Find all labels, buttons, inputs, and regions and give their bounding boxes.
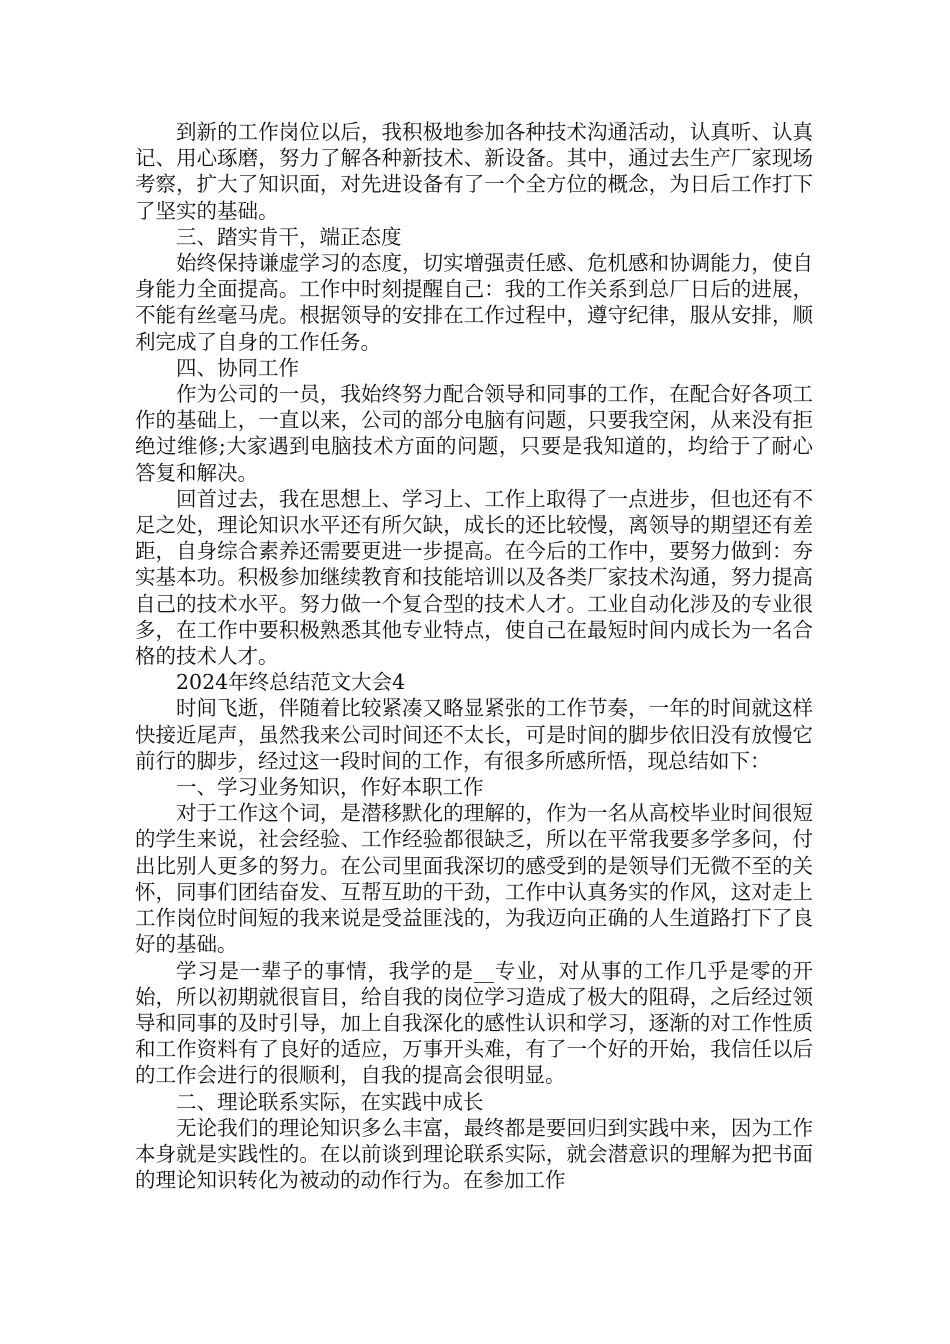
- section-heading: 四、协同工作: [176, 355, 299, 380]
- paragraph: 无论我们的理论知识多么丰富，最终都是要回归到实践中来，因为工作本身就是实践性的。在以前谈到理论联系实际，就会潜意识的理解为把书面的理论知识转化为被动的动作行为。在参加工作: [135, 1115, 813, 1193]
- section-heading: 二、理论联系实际，在实践中成长: [176, 1089, 484, 1114]
- paragraph: 时间飞逝，伴随着比较紧凑又略显紧张的工作节奏，一年的时间就这样快接近尾声，虽然我来公司时间还不太长，可是时间的脚步依旧没有放慢它前行的脚步，经过这一段时间的工作，有很多所感所悟，现总结如下：: [135, 696, 813, 773]
- article-title: 2024年终总结范文大会4: [176, 670, 406, 695]
- paragraph: 学习是一辈子的事情，我学的是__专业，对从事的工作几乎是零的开始，所以初期就很盲目，给自我的岗位学习造成了极大的阻碍，之后经过领导和同事的及时引导，加上自我深化的感性认识和学习，逐渐的对工作性质和工作资料有了良好的适应，万事开头难，有了一个好的开始，我信任以后的工作会进行的很顺利，自我的提高会很明显。: [135, 958, 813, 1088]
- paragraph: 作为公司的一员，我始终努力配合领导和同事的工作，在配合好各项工作的基础上，一直以来，公司的部分电脑有问题，只要我空闲，从来没有拒绝过维修;大家遇到电脑技术方面的问题，只要是我知道的，均给于了耐心答复和解决。: [135, 382, 813, 485]
- section-heading: 三、踏实肯干，端正态度: [176, 224, 402, 249]
- document-body: [135, 119, 813, 1193]
- paragraph: 回首过去，我在思想上、学习上、工作上取得了一点进步，但也还有不足之处，理论知识水平还有所欠缺，成长的还比较慢，离领导的期望还有差距，自身综合素养还需要更进一步提高。在今后的工作中，要努力做到：夯实基本功。积极参加继续教育和技能培训以及各类厂家技术沟通，努力提高自己的技术水平。努力做一个复合型的技术人才。工业自动化涉及的专业很多，在工作中要积极熟悉其他专业特点，使自己在最短时间内成长为一名合格的技术人才。: [135, 486, 813, 669]
- paragraph: 到新的工作岗位以后，我积极地参加各种技术沟通活动，认真听、认真记、用心琢磨，努力了解各种新技术、新设备。其中，通过去生产厂家现场考察，扩大了知识面，对先进设备有了一个全方位的概念，为日后工作打下了坚实的基础。: [135, 120, 813, 223]
- paragraph: 对于工作这个词，是潜移默化的理解的，作为一名从高校毕业时间很短的学生来说，社会经验、工作经验都很缺乏，所以在平常我要多学多问，付出比别人更多的努力。在公司里面我深切的感受到的是领导们无微不至的关怀，同事们团结奋发、互帮互助的干劲，工作中认真务实的作风，这对走上工作岗位时间短的我来说是受益匪浅的，为我迈向正确的人生道路打下了良好的基础。: [135, 801, 813, 957]
- section-heading: 一、学习业务知识，作好本职工作: [176, 775, 484, 800]
- paragraph: 始终保持谦虚学习的态度，切实增强责任感、危机感和协调能力，使自身能力全面提高。工作中时刻提醒自己：我的工作关系到总厂日后的进展，不能有丝毫马虎。根据领导的安排在工作过程中，遵守纪律，服从安排，顺利完成了自身的工作任务。: [135, 251, 813, 354]
